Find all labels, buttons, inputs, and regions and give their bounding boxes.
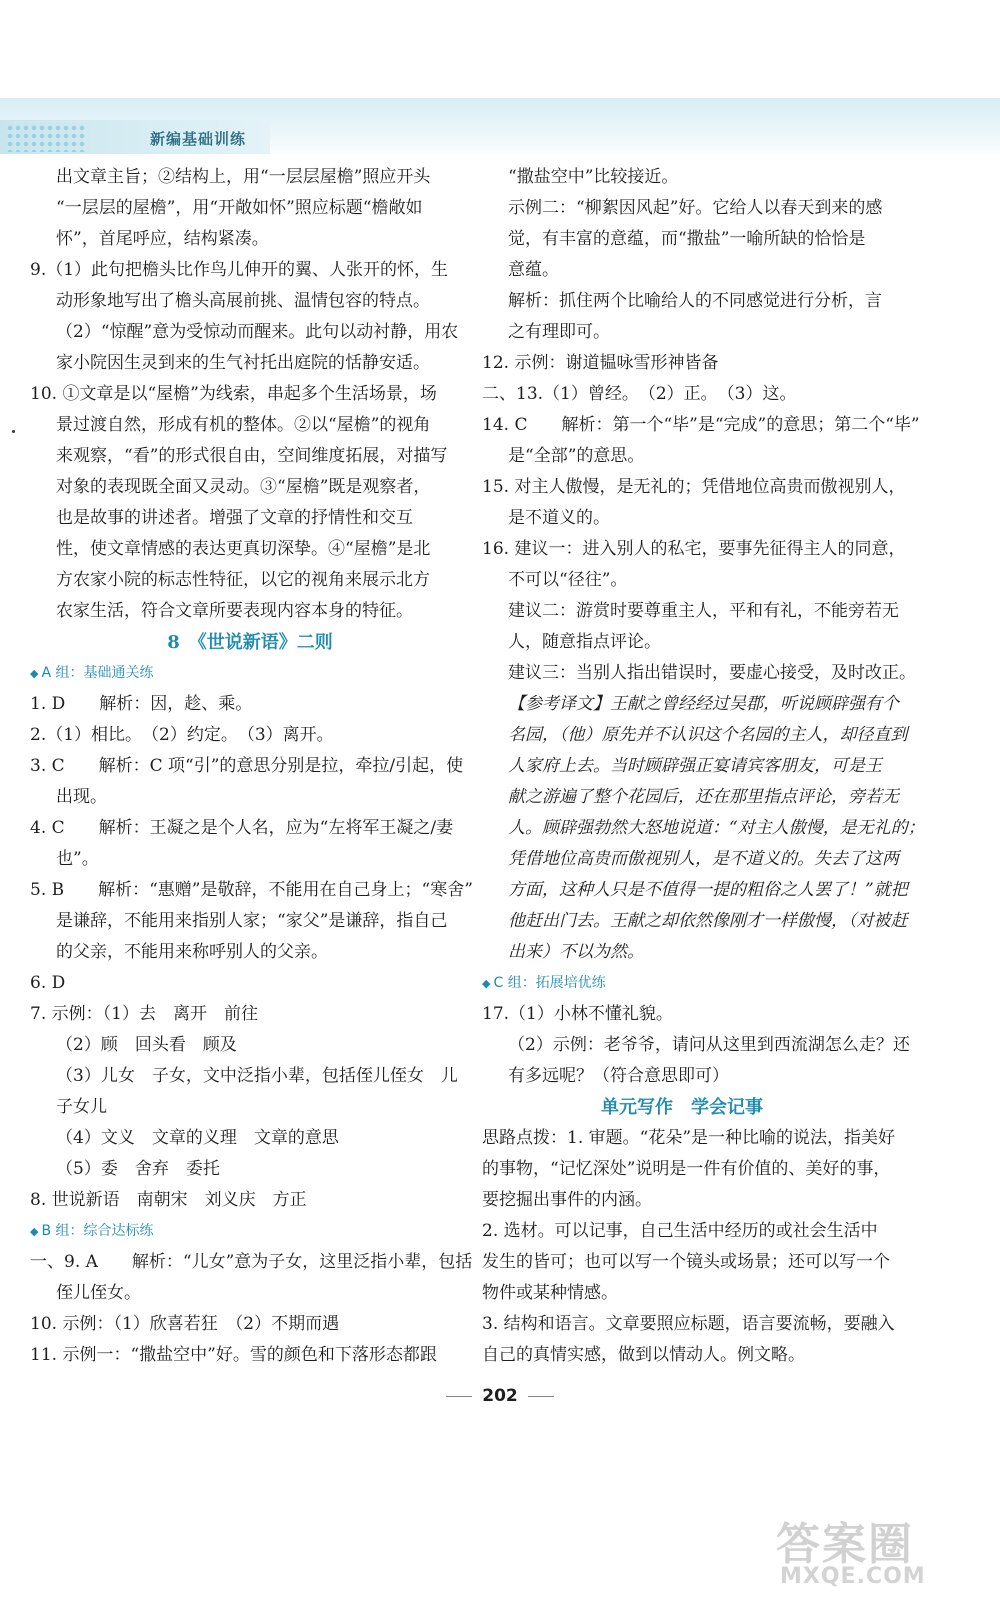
- text-line: 景过渡自然，形成有机的整体。②以“屋檐”的视角: [56, 415, 431, 435]
- text-line: 也是故事的讲述者。增强了文章的抒情性和交互: [56, 508, 413, 528]
- text-line: 侄儿侄女。: [56, 1283, 141, 1303]
- text-line: 4. C 解析：王凝之是个人名，应为“左将军王凝之/妻: [30, 818, 454, 838]
- text-line: 动形象地写出了檐头高展前挑、温情包容的特点。: [56, 291, 430, 311]
- right-answers-block-3: [482, 1123, 896, 1371]
- left-column: [30, 162, 473, 1371]
- text-line: 2. 选材。可以记事，自己生活中经历的或社会生活中: [482, 1221, 878, 1241]
- text-line: （2）“惊醒”意为受惊动而醒来。此句以动衬静，用农: [56, 322, 459, 342]
- text-line: 10. ①文章是以“屋檐”为线索，串起多个生活场景，场: [30, 384, 437, 404]
- text-line: 12. 示例：谢道韫咏雪形神皆备: [482, 353, 719, 373]
- text-line: 思路点拨：1. 审题。“花朵”是一种比喻的说法，指美好: [482, 1128, 896, 1148]
- text-line: 17.（1）小林不懂礼貌。: [482, 1004, 673, 1024]
- text-line: 9.（1）此句把檐头比作鸟儿伸开的翼、人张开的怀，生: [30, 260, 449, 280]
- left-answers-block-1: [30, 162, 470, 627]
- text-line: 发生的皆可；也可以写一个镜头或场景；还可以写一个: [482, 1252, 890, 1272]
- margin-dot: [12, 430, 15, 433]
- text-line: 要挖掘出事件的内涵。: [482, 1190, 652, 1210]
- footer-dash-right: [528, 1396, 554, 1397]
- text-line: 一、9. A 解析：“儿女”意为子女，这里泛指小辈，包括: [30, 1252, 473, 1272]
- footer-dash-left: [446, 1396, 472, 1397]
- text-line: 16. 建议一：进入别人的私宅，要事先征得主人的同意，: [482, 539, 906, 559]
- text-line: （3）儿女 子女，文中泛指小辈，包括侄儿侄女 儿: [56, 1066, 458, 1086]
- left-answers-block-2: [30, 689, 473, 1216]
- right-answers-block-1: [482, 162, 925, 968]
- text-line: 物件或某种情感。: [482, 1283, 618, 1303]
- text-line: 他赶出门去。王献之却依然像刚才一样傲慢，（对被赶: [508, 911, 908, 931]
- page-footer: [0, 1386, 1000, 1406]
- text-line: 出文章主旨；②结构上，用“一层层屋檐”照应开头: [56, 167, 431, 187]
- right-answers-block-2: [482, 999, 910, 1092]
- text-line: 6. D: [30, 973, 66, 993]
- right-column: [482, 162, 925, 1371]
- text-line: （5）委 舍弃 委托: [56, 1159, 220, 1179]
- text-line: 怀”，首尾呼应，结构紧凑。: [56, 229, 269, 249]
- text-line: 14. C 解析：第一个“毕”是“完成”的意思；第二个“毕”: [482, 415, 920, 435]
- text-line: 方面，这种人只是不值得一提的粗俗之人罢了！”就把: [508, 880, 908, 900]
- text-line: 也”。: [56, 849, 99, 869]
- text-line: 出来）不以为然。: [508, 942, 644, 962]
- text-line: “撒盐空中”比较接近。: [508, 167, 679, 187]
- text-line: 人。顾辟强勃然大怒地说道：“对主人傲慢，是无礼的；: [508, 818, 925, 838]
- text-line: 8. 世说新语 南朝宋 刘义庆 方正: [30, 1190, 307, 1210]
- text-line: 7. 示例：（1）去 离开 前往: [30, 1004, 258, 1024]
- text-line: 11. 示例一：“撒盐空中”好。雪的颜色和下落形态都跟: [30, 1345, 437, 1365]
- text-line: 5. B 解析：“惠赠”是敬辞，不能用在自己身上；“寒舍”: [30, 880, 473, 900]
- text-line: 二、13.（1）曾经。 （2）正。 （3）这。: [482, 384, 797, 404]
- section-title-writing: 单元写作 学会记事: [601, 1097, 763, 1118]
- text-line: 3. 结构和语言。文章要照应标题，语言要流畅，要融入: [482, 1314, 895, 1334]
- header-title: 新编基础训练: [150, 130, 247, 148]
- text-line: 献之游遍了整个花园后，还在那里指点评论，旁若无: [508, 787, 899, 807]
- text-line: 【参考译文】王献之曾经经过吴郡，听说顾辟强有个: [508, 694, 899, 714]
- text-line: 家小院因生灵到来的生气衬托出庭院的恬静安适。: [56, 353, 430, 373]
- text-line: 的父亲，不能用来称呼别人的父亲。: [56, 942, 328, 962]
- text-line: 建议三：当别人指出错误时，要虚心接受，及时改正。: [508, 663, 916, 683]
- diamond-icon: ◆: [30, 667, 39, 680]
- text-line: 2.（1）相比。 （2）约定。 （3）离开。: [30, 725, 334, 745]
- group-b-heading: ◆ B 组：综合达标练: [30, 1223, 154, 1239]
- page-number: 202: [482, 1386, 518, 1406]
- text-line: 来观察，“看”的形式很自由，空间维度拓展，对描写: [56, 446, 448, 466]
- text-line: 人，随意指点评论。: [508, 632, 661, 652]
- text-line: 性，使文章情感的表达更真切深挚。④“屋檐”是北: [56, 539, 431, 559]
- text-line: 解析：抓住两个比喻给人的不同感觉进行分析，言: [508, 291, 882, 311]
- text-line: 意蕴。: [508, 260, 559, 280]
- text-line: “一层层的屋檐”，用“开敞如怀”照应标题“檐敞如: [56, 198, 423, 218]
- text-line: 1. D 解析：因，趁、乘。: [30, 694, 253, 714]
- watermark-text: 答案圈: [776, 1519, 914, 1570]
- text-line: 对象的表现既全面又灵动。③“屋檐”既是观察者，: [56, 477, 431, 497]
- group-a-heading: ◆ A 组：基础通关练: [30, 665, 154, 681]
- text-line: 子女儿: [56, 1097, 107, 1117]
- text-line: 方农家小院的标志性特征，以它的视角来展示北方: [56, 570, 430, 590]
- text-line: 出现。: [56, 787, 107, 807]
- text-line: 人家府上去。当时顾辟强正宴请宾客朋友，可是王: [508, 756, 882, 776]
- text-line: 之有理即可。: [508, 322, 610, 342]
- text-line: 15. 对主人傲慢，是无礼的；凭借地位高贵而傲视别人，: [482, 477, 906, 497]
- text-line: 凭借地位高贵而傲视别人，是不道义的。失去了这两: [508, 849, 899, 869]
- text-line: 建议二：游赏时要尊重主人，平和有礼，不能旁若无: [508, 601, 899, 621]
- text-line: 觉，有丰富的意蕴，而“撒盐”一喻所缺的恰恰是: [508, 229, 866, 249]
- section-title-shishuo: 8 《世说新语》二则: [167, 632, 333, 653]
- text-line: 的事物，“记忆深处”说明是一件有价值的、美好的事，: [482, 1159, 891, 1179]
- text-line: 是谦辞，不能用来指别人家；“家父”是谦辞，指自己: [56, 911, 448, 931]
- text-line: 是“全部”的意思。: [508, 446, 645, 466]
- text-line: 农家生活，符合文章所要表现内容本身的特征。: [56, 601, 413, 621]
- text-line: （2）顾 回头看 顾及: [56, 1035, 237, 1055]
- text-line: 有多远呢？（符合意思即可）: [508, 1066, 729, 1086]
- diamond-icon: ◆: [482, 977, 491, 990]
- watermark-url: MXQE.COM: [780, 1564, 926, 1589]
- text-line: （4）文义 文章的义理 文章的意思: [56, 1128, 339, 1148]
- text-line: 示例二：“柳絮因风起”好。它给人以春天到来的感: [508, 198, 883, 218]
- text-line: 不可以“径往”。: [508, 570, 628, 590]
- left-answers-block-3: [30, 1247, 473, 1371]
- text-line: 10. 示例：（1）欣喜若狂 （2）不期而遇: [30, 1314, 340, 1334]
- diamond-icon: ◆: [30, 1225, 39, 1238]
- text-line: 是不道义的。: [508, 508, 610, 528]
- text-line: 自己的真情实感，做到以情动人。例文略。: [482, 1345, 805, 1365]
- header-dot-pattern: [6, 124, 86, 152]
- text-line: （2）示例：老爷爷，请问从这里到西流湖怎么走？还: [508, 1035, 910, 1055]
- watermark-logo: [776, 1506, 986, 1596]
- group-c-heading: ◆ C 组：拓展培优练: [482, 975, 606, 991]
- text-line: 名园，（他）原先并不认识这个名园的主人，却径直到: [508, 725, 908, 745]
- text-line: 3. C 解析：C 项“引”的意思分别是拉，牵拉/引起，使: [30, 756, 464, 776]
